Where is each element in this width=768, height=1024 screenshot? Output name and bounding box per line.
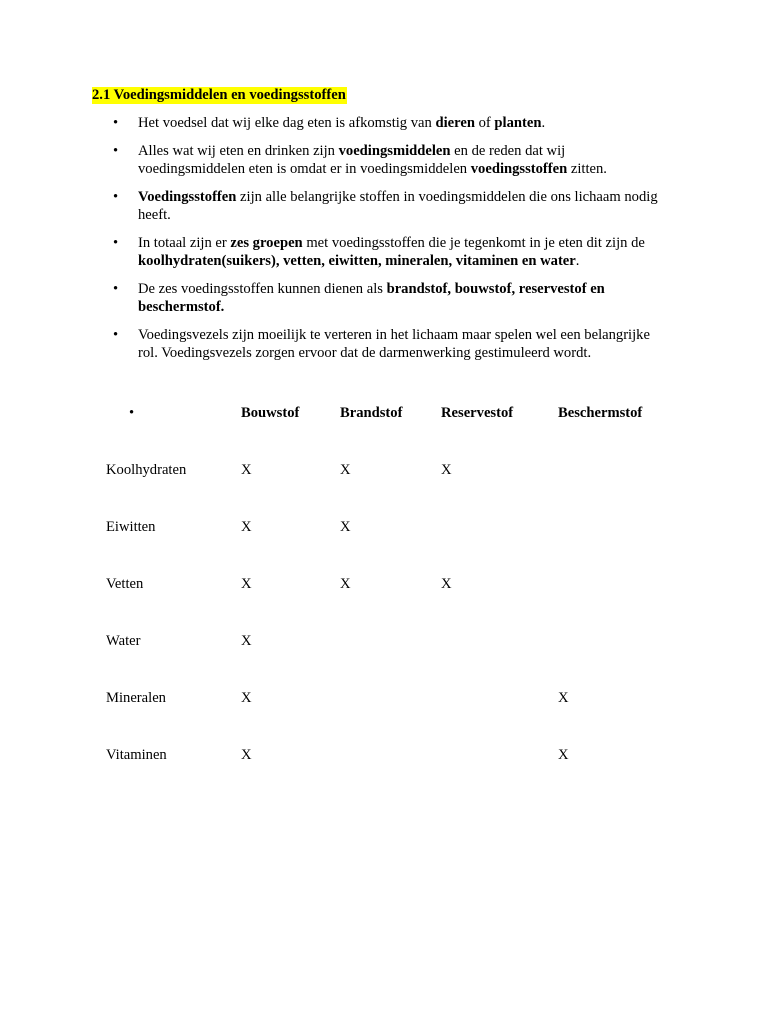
bold-text: voedingsstoffen <box>470 161 568 177</box>
text: of <box>474 115 495 131</box>
column-header-beschermstof: Beschermstof <box>558 405 643 421</box>
column-header-bouwstof: Bouwstof <box>241 405 300 421</box>
table-cell-mark: X <box>241 690 252 706</box>
table-cell-mark: X <box>340 519 351 535</box>
table-cell-mark: X <box>558 690 569 706</box>
bullet-marker: • <box>113 235 119 251</box>
section-heading <box>92 86 347 104</box>
table-cell-mark: X <box>441 462 452 478</box>
row-label-water: Water <box>106 633 141 649</box>
bold-text: Voedingsstoffen <box>138 189 237 205</box>
text: Het voedsel dat wij elke dag eten is afkomstig van <box>138 115 436 131</box>
text: . <box>541 115 546 131</box>
table-cell-mark: X <box>558 747 569 763</box>
table-cell-mark: X <box>241 633 252 649</box>
bullet-marker: • <box>113 327 119 343</box>
text: De zes voedingsstoffen kunnen dienen als <box>138 281 387 297</box>
bullet-item <box>92 188 672 224</box>
table-cell-mark: X <box>241 462 252 478</box>
bold-text: planten <box>494 115 542 131</box>
bold-text: voedingsmiddelen <box>338 143 451 159</box>
table-cell-mark: X <box>241 576 252 592</box>
table-cell-mark: X <box>340 462 351 478</box>
column-header-brandstof: Brandstof <box>340 405 403 421</box>
bullet-item <box>92 234 672 270</box>
bullet-item <box>92 142 672 178</box>
text: zitten. <box>567 161 607 177</box>
text: Voedingsvezels zijn moeilijk te verteren in het lichaam maar spelen wel een belangrijke rol. Voedingsvezels zorgen ervoor dat de darmenwerking gestimuleerd wordt. <box>138 327 650 361</box>
text: met voedingsstoffen die je tegenkomt in je eten dit zijn de <box>302 235 645 251</box>
text: en de reden dat wij voedingsmiddelen eten is omdat er in voedingsmiddelen <box>138 143 566 177</box>
table-cell-mark: X <box>241 519 252 535</box>
bullet-marker: • <box>113 189 119 205</box>
table-header-bullet: • <box>129 405 135 421</box>
bold-text: dieren <box>435 115 475 131</box>
bullet-list <box>92 114 672 372</box>
row-label-vitaminen: Vitaminen <box>106 747 167 763</box>
row-label-koolhydraten: Koolhydraten <box>106 462 187 478</box>
row-label-eiwitten: Eiwitten <box>106 519 156 535</box>
table-cell-mark: X <box>340 576 351 592</box>
bold-text: brandstof, bouwstof, reservestof en beschermstof. <box>138 281 605 315</box>
column-header-reservestof: Reservestof <box>441 405 514 421</box>
text: . <box>575 253 580 269</box>
bullet-marker: • <box>113 143 119 159</box>
table-cell-mark: X <box>241 747 252 763</box>
bullet-marker: • <box>113 281 119 297</box>
text: Alles wat wij eten en drinken zijn <box>138 143 339 159</box>
bold-text: zes groepen <box>230 235 303 251</box>
text: zijn alle belangrijke stoffen in voedingsmiddelen die ons lichaam nodig heeft. <box>138 189 658 223</box>
bullet-item <box>92 280 672 316</box>
bullet-marker: • <box>113 115 119 131</box>
text: In totaal zijn er <box>138 235 231 251</box>
bullet-item <box>92 326 672 362</box>
row-label-mineralen: Mineralen <box>106 690 166 706</box>
bold-text: koolhydraten(suikers), vetten, eiwitten, mineralen, vitaminen en water <box>138 253 576 269</box>
table-cell-mark: X <box>441 576 452 592</box>
row-label-vetten: Vetten <box>106 576 144 592</box>
heading-highlight: 2.1 Voedingsmiddelen en voedingsstoffen <box>92 87 346 103</box>
bullet-item <box>92 114 672 132</box>
